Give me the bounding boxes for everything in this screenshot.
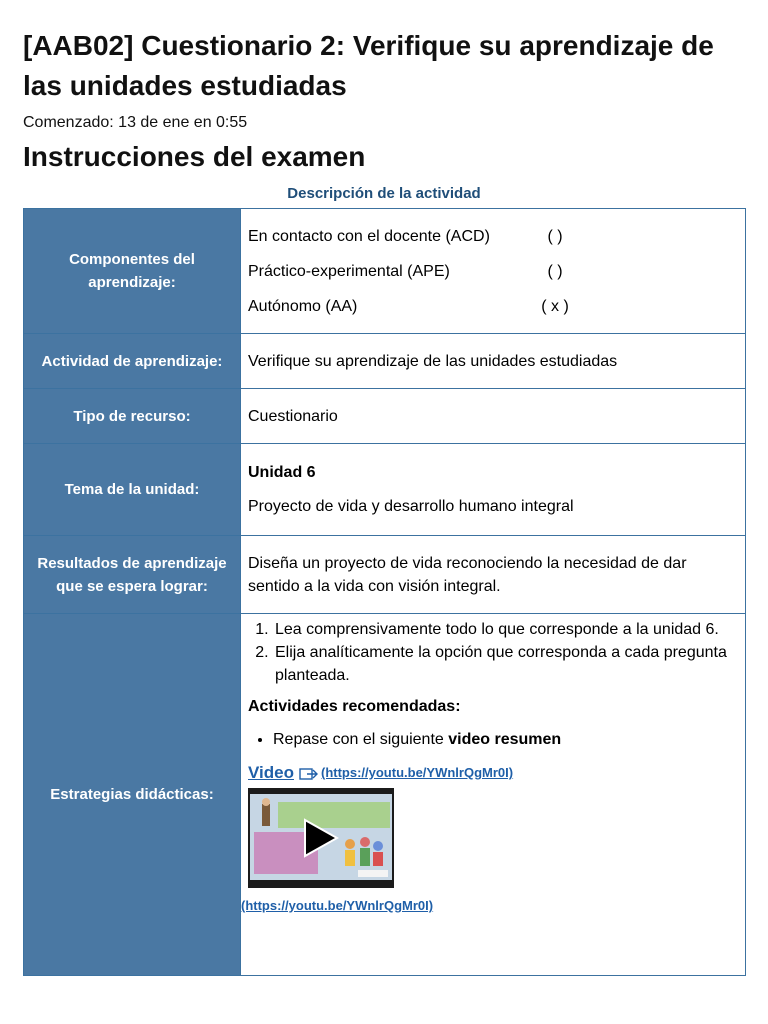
results-label: Resultados de aprendizaje que se espera lograr: [24, 536, 241, 614]
rec-bold: video resumen [448, 731, 562, 748]
strategies-label: Estrategias didácticas: [24, 614, 241, 976]
external-link-icon [299, 766, 319, 780]
table-caption: Descripción de la actividad [287, 185, 481, 202]
components-value [241, 209, 746, 334]
table-row [24, 444, 746, 536]
started-timestamp: Comenzado: 13 de ene en 0:55 [23, 114, 248, 131]
table-row [24, 389, 746, 444]
resource-value: Cuestionario [241, 389, 746, 444]
rec-text: Repase con el siguiente [273, 731, 444, 748]
component-mark: ( ) [547, 227, 563, 245]
components-label: Componentes del aprendizaje: [24, 209, 241, 334]
recommended-list [248, 728, 738, 751]
recommended-activities-title: Actividades recomendadas: [248, 698, 461, 715]
theme-label: Tema de la unidad: [24, 444, 241, 536]
video-thumbnail[interactable] [248, 788, 394, 888]
results-value: Diseña un proyecto de vida reconociendo la necesidad de dar sentido a la vida con visión integral. [241, 536, 746, 614]
table-row [24, 209, 746, 334]
component-acd [248, 219, 738, 254]
video-link[interactable]: Video [248, 763, 294, 782]
strategies-value [241, 614, 746, 976]
play-icon[interactable] [303, 818, 339, 858]
component-aa [248, 289, 738, 324]
theme-description: Proyecto de vida y desarrollo humano integral [248, 498, 574, 515]
component-name: Práctico-experimental (APE) [248, 262, 450, 280]
activity-description-table [23, 208, 746, 976]
theme-unit: Unidad 6 [248, 464, 316, 481]
component-ape [248, 254, 738, 289]
table-row [24, 614, 746, 976]
component-mark: ( x ) [541, 297, 569, 315]
resource-label: Tipo de recurso: [24, 389, 241, 444]
list-item [273, 728, 738, 751]
steps-list [248, 618, 738, 687]
activity-value: Verifique su aprendizaje de las unidades estudiadas [241, 334, 746, 389]
theme-value [241, 444, 746, 536]
activity-label: Actividad de aprendizaje: [24, 334, 241, 389]
component-mark: ( ) [547, 262, 563, 280]
list-item: 2. Elija analíticamente la opción que corresponda a cada pregunta planteada. [273, 641, 738, 687]
component-name: Autónomo (AA) [248, 297, 358, 315]
component-name: En contacto con el docente (ACD) [248, 227, 490, 245]
table-row [24, 334, 746, 389]
page-title: [AAB02] Cuestionario 2: Verifique su aprendizaje de las unidades estudiadas [23, 30, 714, 101]
section-title: Instrucciones del examen [23, 141, 366, 172]
video-url-link[interactable]: (https://youtu.be/YWnlrQgMr0I) [320, 765, 514, 780]
table-row [24, 536, 746, 614]
video-link-line [248, 761, 738, 784]
list-item: 1. Lea comprensivamente todo lo que corresponde a la unidad 6. [273, 618, 738, 641]
thumbnail-url-link[interactable]: (https://youtu.be/YWnlrQgMr0I) [241, 898, 434, 913]
